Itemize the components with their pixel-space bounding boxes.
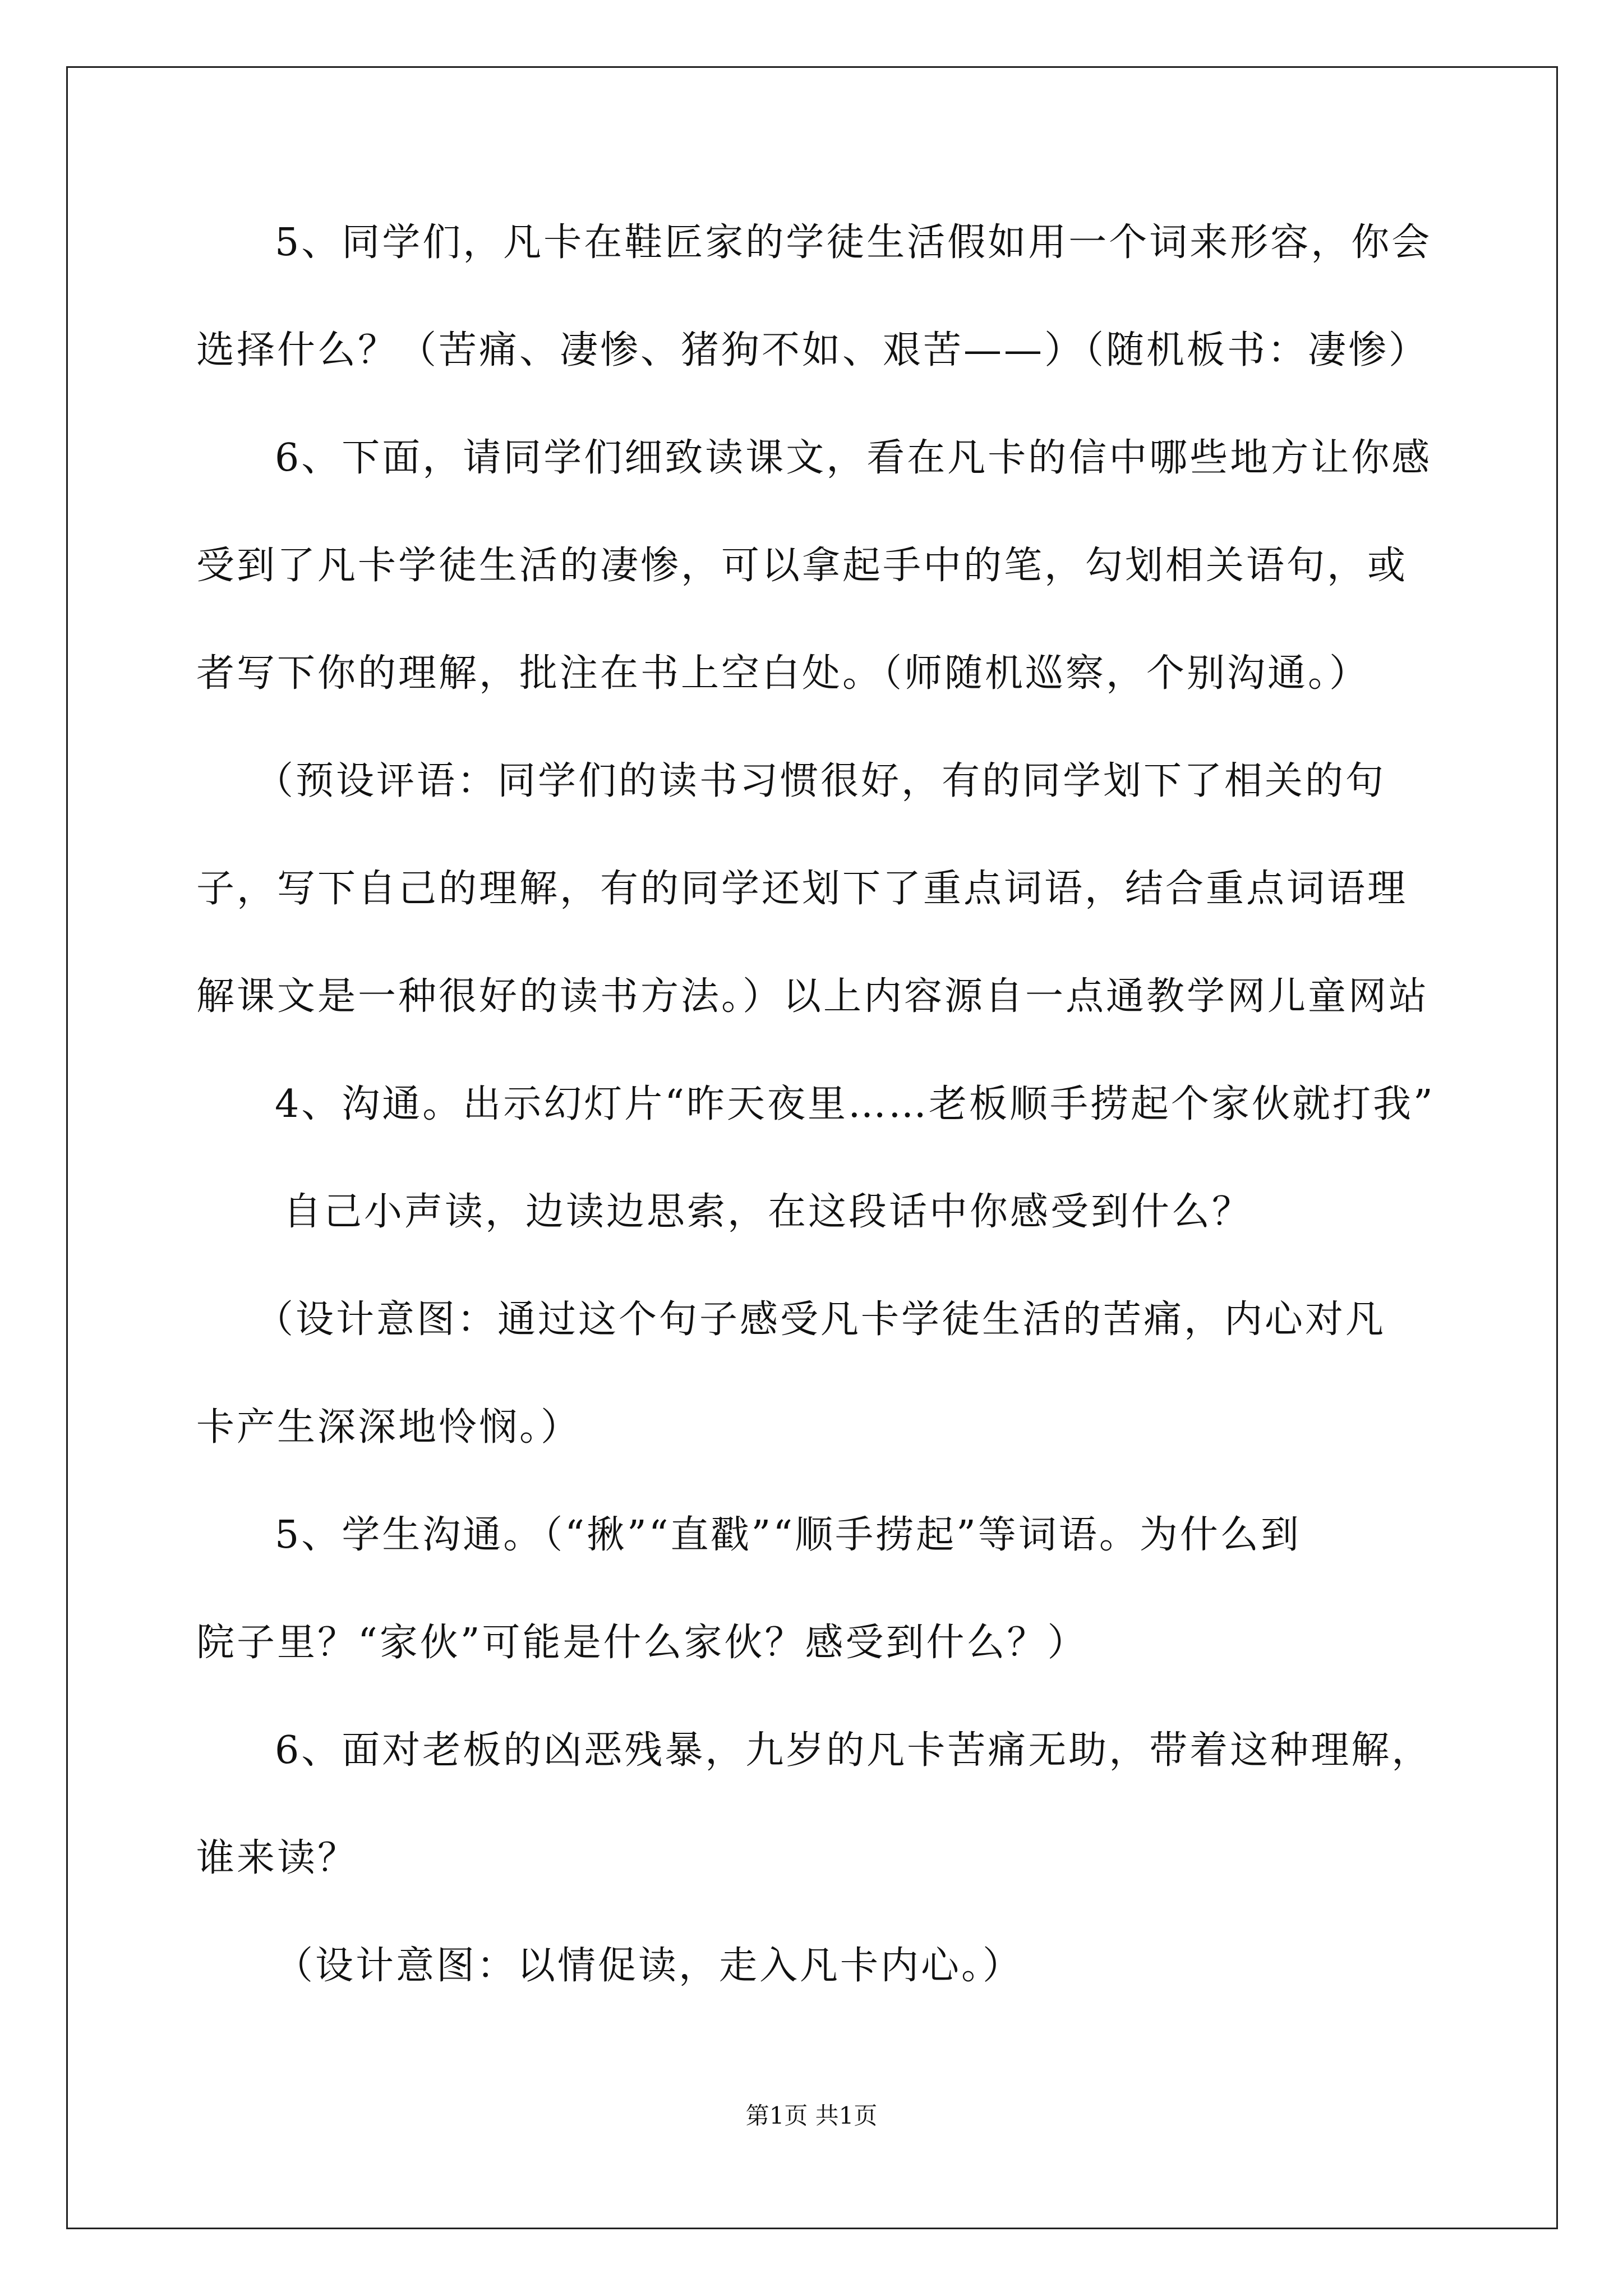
paragraph-line: （设计意图：通过这个句子感受凡卡学徒生活的苦痛，内心对凡	[255, 1297, 1386, 1342]
page-frame	[66, 66, 1558, 2229]
paragraph-line: 解课文是一种很好的读书方法。）以上内容源自一点通教学网儿童网站	[196, 974, 1430, 1019]
paragraph-line: 谁来读？	[196, 1836, 358, 1880]
paragraph-line: 卡产生深深地怜悯。）	[196, 1405, 582, 1450]
paragraph-line: 自己小声读，边读边思索，在这段话中你感受到什么？	[283, 1190, 1253, 1234]
paragraph-line: 选择什么？（苦痛、凄惨、猪狗不如、艰苦——）（随机板书：凄惨）	[196, 328, 1430, 372]
paragraph-line: 5、学生沟通。（“揪”“直戳”“顺手捞起”等词语。为什么到	[275, 1513, 1301, 1557]
paragraph-line: 6、面对老板的凶恶残暴，九岁的凡卡苦痛无助，带着这种理解，	[275, 1728, 1432, 1773]
paragraph-line: 5、同学们，凡卡在鞋匠家的学徒生活假如用一个词来形容，你会	[275, 220, 1432, 265]
paragraph-line: （预设评语：同学们的读书习惯很好，有的同学划下了相关的句	[255, 759, 1386, 803]
page-number-footer: 第1页 共1页	[745, 2102, 878, 2129]
paragraph-line: （设计意图：以情促读，走入凡卡内心。）	[275, 1944, 1023, 1988]
paragraph-line: 院子里？“家伙”可能是什么家伙？感受到什么？）	[196, 1621, 1088, 1665]
paragraph-line: 6、下面，请同学们细致读课文，看在凡卡的信中哪些地方让你感	[275, 436, 1432, 480]
paragraph-line: 子，写下自己的理解，有的同学还划下了重点词语，结合重点词语理	[196, 867, 1408, 911]
paragraph-line: 4、沟通。出示幻灯片“昨天夜里……老板顺手捞起个家伙就打我”	[275, 1082, 1435, 1126]
paragraph-line: 受到了凡卡学徒生活的凄惨，可以拿起手中的笔，勾划相关语句，或	[196, 544, 1408, 588]
paragraph-line: 者写下你的理解，批注在书上空白处。（师随机巡察，个别沟通。）	[196, 651, 1370, 696]
